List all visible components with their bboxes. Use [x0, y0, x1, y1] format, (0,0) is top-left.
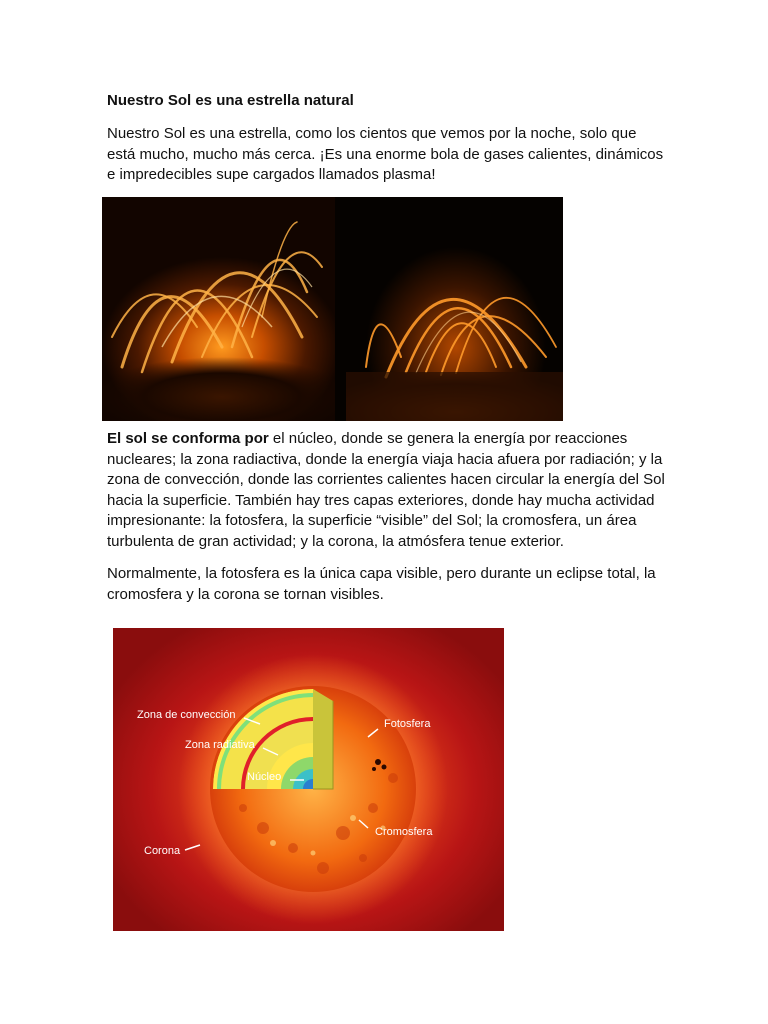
coronal-loops-right — [346, 197, 563, 421]
solar-flare-photo — [102, 197, 563, 421]
sun-structure-diagram — [113, 628, 504, 931]
label-radiative-zone: Zona radiativa — [185, 739, 255, 751]
coronal-loops-left — [102, 197, 335, 421]
label-convection-zone: Zona de convección — [137, 709, 236, 721]
label-chromosphere: Cromosfera — [375, 826, 433, 838]
document-title: Nuestro Sol es una estrella natural — [107, 92, 354, 109]
paragraph-intro: Nuestro Sol es una estrella, como los cientos que vemos por la noche, solo que está mucho, mucho más cerca. ¡Es una enorme bola de gases calientes, dinámicos e impredecibles supe cargados llamados plasma! — [107, 125, 664, 183]
photo-divider — [335, 197, 346, 421]
paragraph-sun-layers-rest: el núcleo, donde se genera la energía por reacciones nucleares; la zona radiactiva, donde la energía viaja hacia afuera por radiación; y la zona de convección, donde las corrientes calientes hacen circular la energía del Sol hacia la superficie. También hay tres capas exteriores, donde hay mucha actividad impresionante: la fotosfera, la superficie “visible” del Sol; la cromosfera, un área turbulenta de gran actividad; y la corona, la atmósfera tenue exterior. — [107, 430, 665, 550]
solar-flare-right-panel — [346, 197, 563, 421]
paragraph-sun-layers-bold: El sol se conforma por — [107, 430, 269, 447]
label-core: Núcleo — [247, 771, 282, 783]
label-photosphere: Fotosfera — [384, 718, 431, 730]
sun-cutaway-illustration — [113, 628, 504, 931]
paragraph-eclipse: Normalmente, la fotosfera es la única capa visible, pero durante un eclipse total, la cromosfera y la corona se tornan visibles. — [107, 565, 656, 603]
label-corona: Corona — [144, 845, 181, 857]
solar-flare-left-panel — [102, 197, 335, 421]
paragraph-sun-layers — [107, 429, 667, 552]
